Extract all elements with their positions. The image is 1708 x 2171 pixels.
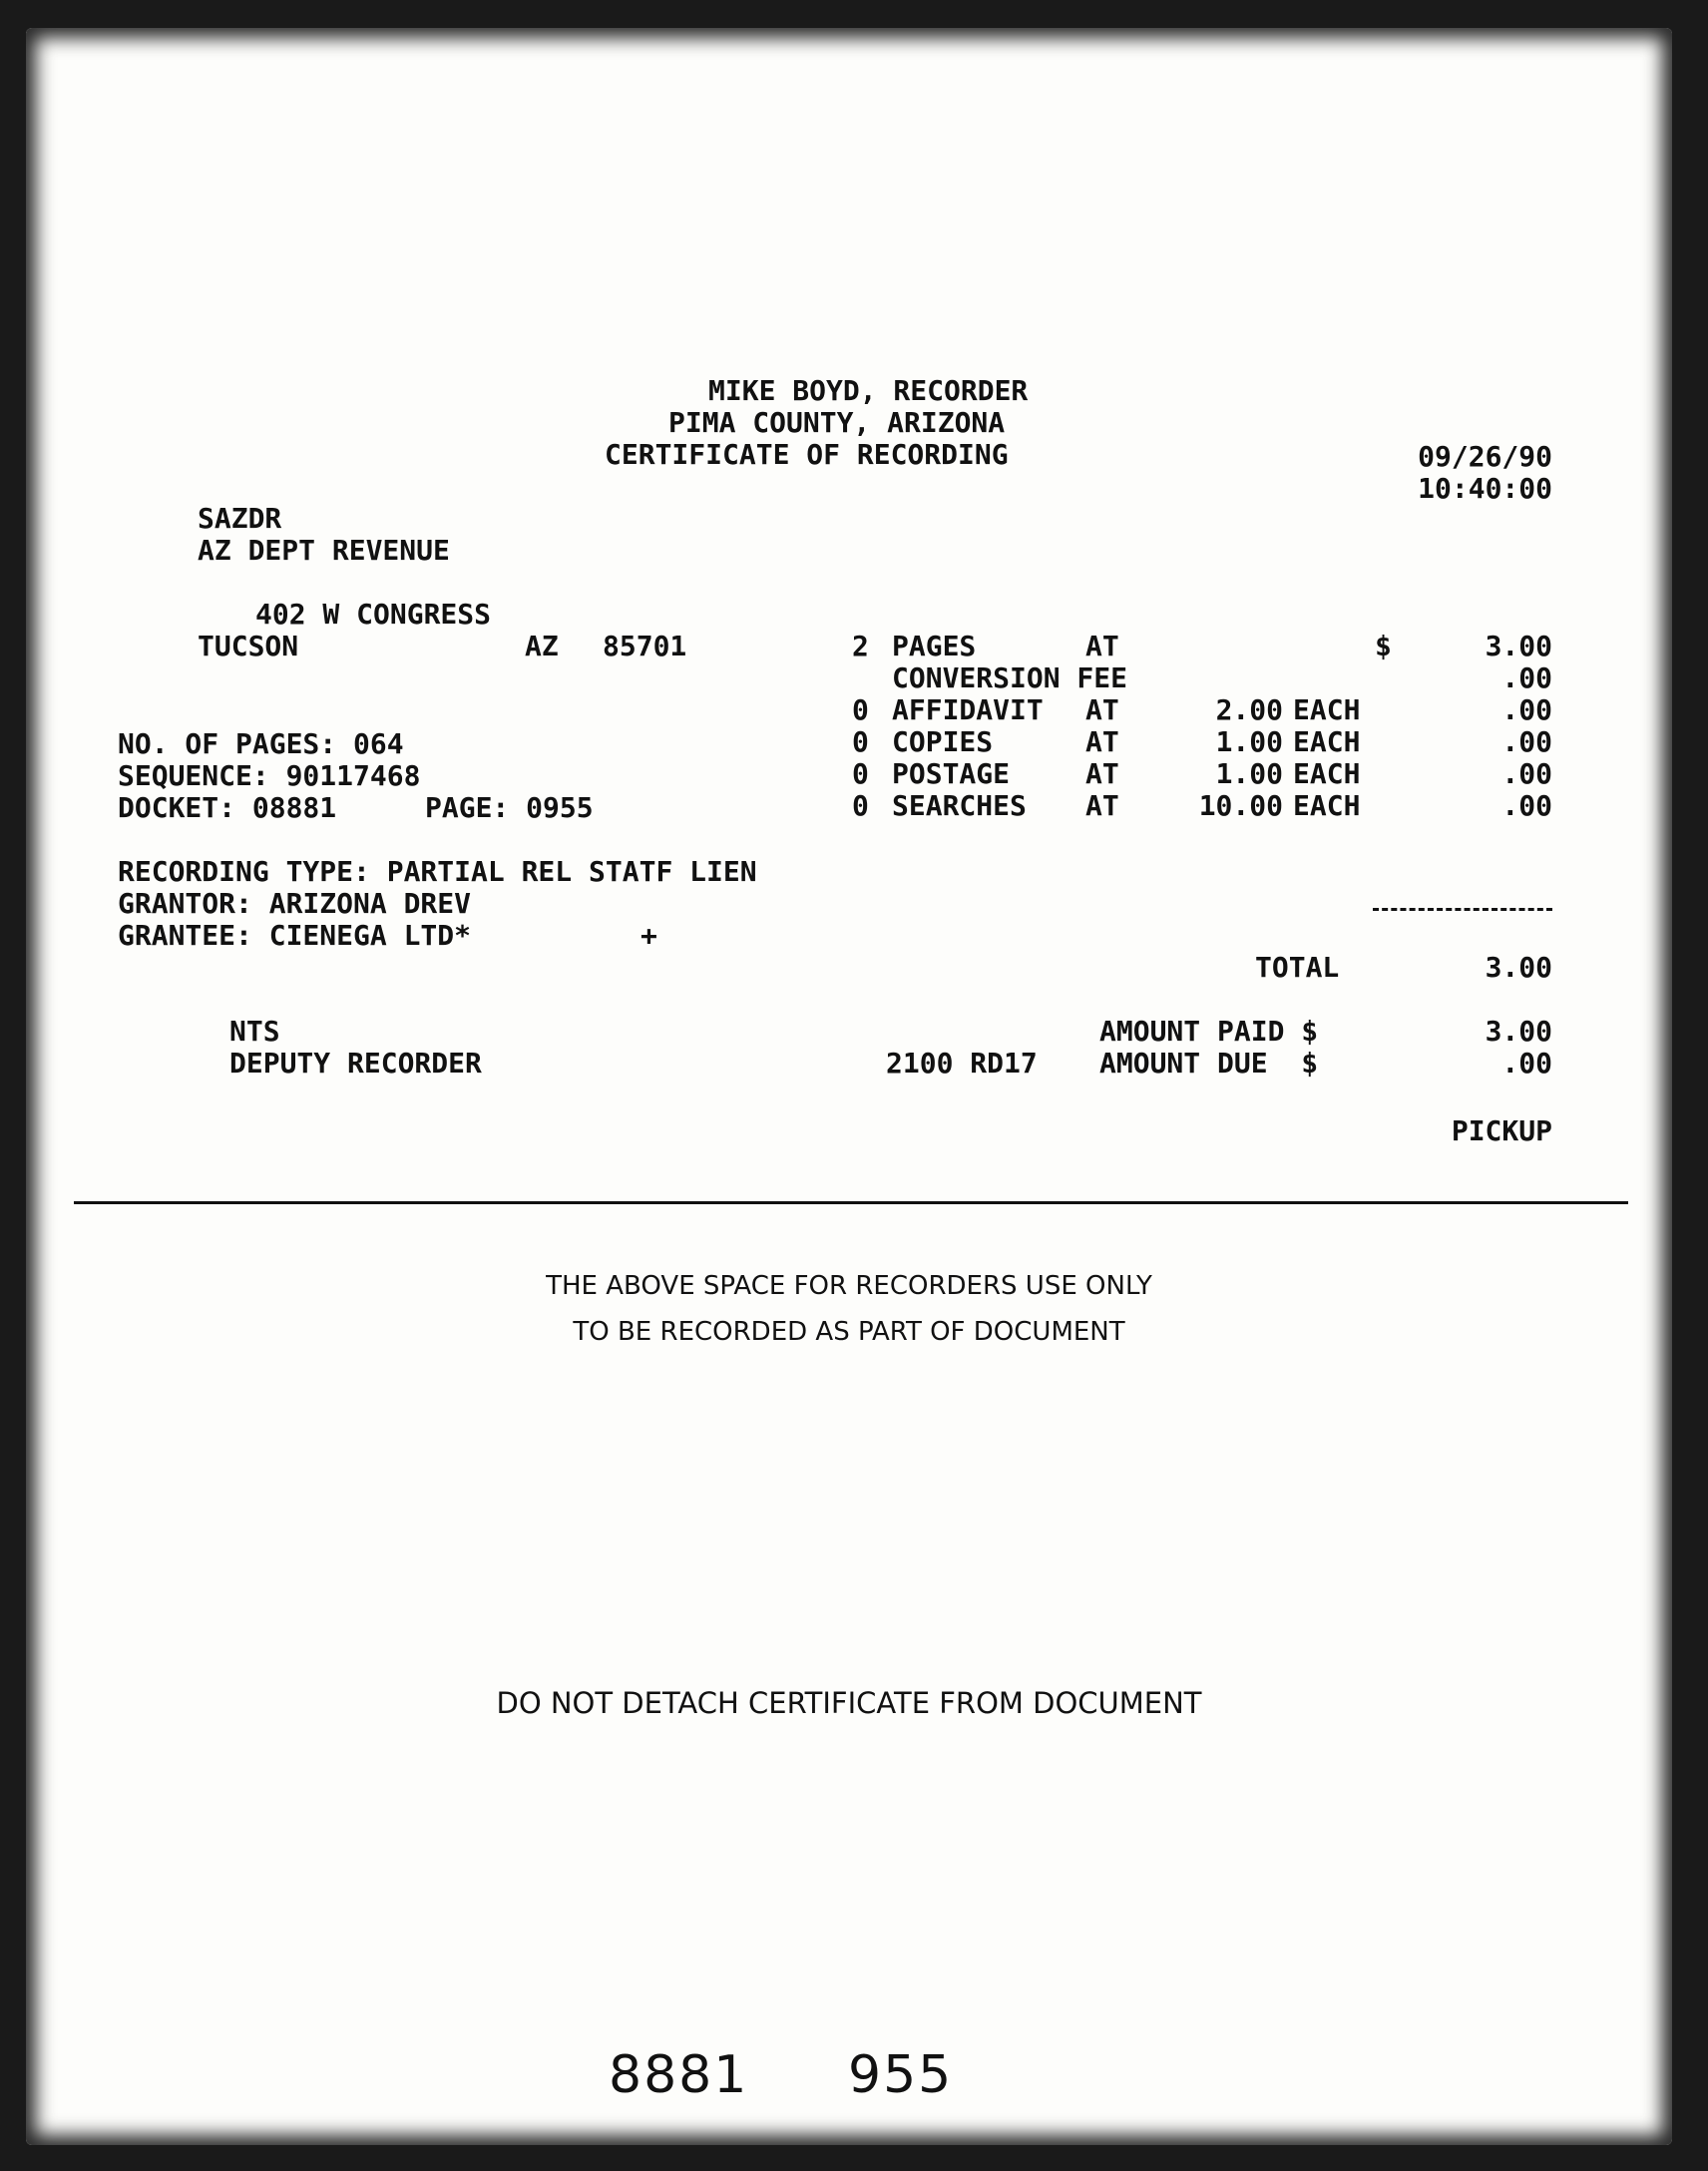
fee-each: EACH	[1293, 757, 1361, 790]
fee-item: AFFIDAVIT	[892, 693, 1044, 726]
fee-item: CONVERSION FEE	[892, 661, 1128, 694]
fee-qty: 0	[852, 725, 869, 758]
deputy-recorder: DEPUTY RECORDER	[229, 1047, 482, 1080]
fee-item: COPIES	[892, 725, 994, 758]
fee-amount: 3.00	[1485, 630, 1552, 662]
fee-rate: 10.00	[1198, 789, 1283, 822]
fee-item: SEARCHES	[892, 789, 1027, 822]
plus-mark: +	[640, 919, 657, 952]
fee-amount: .00	[1501, 725, 1552, 758]
notice-part-of-document: TO BE RECORDED AS PART OF DOCUMENT	[573, 1317, 1125, 1347]
fee-qty: 2	[852, 630, 869, 662]
fee-each: EACH	[1293, 789, 1361, 822]
amount-due-label: AMOUNT DUE $	[1099, 1047, 1319, 1080]
fee-each: EACH	[1293, 725, 1361, 758]
amount-due: .00	[1501, 1047, 1552, 1080]
fee-rate: 1.00	[1215, 757, 1283, 790]
grantee: GRANTEE: CIENEGA LTD*	[118, 919, 472, 952]
fee-qty: 0	[852, 757, 869, 790]
fee-amount: .00	[1501, 789, 1552, 822]
notice-do-not-detach: DO NOT DETACH CERTIFICATE FROM DOCUMENT	[496, 1686, 1202, 1720]
certificate-title: CERTIFICATE OF RECORDING	[605, 438, 1009, 471]
sequence: SEQUENCE: 90117468	[118, 759, 421, 792]
certificate-page	[26, 28, 1672, 2145]
account-name: AZ DEPT REVENUE	[198, 534, 450, 567]
fee-rate: 2.00	[1215, 693, 1283, 726]
recorder-name: MIKE BOYD, RECORDER	[708, 374, 1029, 407]
total-label: TOTAL	[1255, 951, 1340, 984]
docket: DOCKET: 08881	[118, 791, 337, 824]
clerk-initials: NTS	[229, 1015, 280, 1048]
fee-at: AT	[1085, 757, 1119, 790]
fee-qty: 0	[852, 693, 869, 726]
divider-line	[74, 1201, 1628, 1204]
fee-item: POSTAGE	[892, 757, 1011, 790]
recording-type: RECORDING TYPE: PARTIAL REL STATF LIEN	[118, 855, 757, 888]
fee-at: AT	[1085, 693, 1119, 726]
state: AZ	[525, 630, 559, 662]
fee-item: PAGES	[892, 630, 977, 662]
record-time: 10:40:00	[1418, 472, 1552, 505]
fee-rate: 1.00	[1215, 725, 1283, 758]
record-date: 09/26/90	[1418, 440, 1552, 473]
fee-at: AT	[1085, 725, 1119, 758]
stamp-docket-number: 8881	[609, 2045, 749, 2105]
total-rule	[1373, 908, 1552, 913]
notice-recorders-use: THE ABOVE SPACE FOR RECORDERS USE ONLY	[546, 1271, 1152, 1301]
account-code: SAZDR	[198, 502, 282, 535]
stamp-page-number: 955	[848, 2045, 954, 2105]
dollar-sign: $	[1375, 630, 1392, 662]
fee-at: AT	[1085, 630, 1119, 662]
no-of-pages: NO. OF PAGES: 064	[118, 727, 404, 760]
fee-amount: .00	[1501, 693, 1552, 726]
fee-qty: 0	[852, 789, 869, 822]
station-code: 2100 RD17	[886, 1047, 1038, 1080]
amount-paid: 3.00	[1485, 1015, 1552, 1048]
grantor: GRANTOR: ARIZONA DREV	[118, 887, 472, 920]
fee-at: AT	[1085, 789, 1119, 822]
street-address: 402 W CONGRESS	[255, 598, 492, 631]
total-amount: 3.00	[1485, 951, 1552, 984]
amount-paid-label: AMOUNT PAID $	[1099, 1015, 1319, 1048]
fee-amount: .00	[1501, 661, 1552, 694]
pickup-label: PICKUP	[1451, 1114, 1552, 1147]
zip: 85701	[603, 630, 687, 662]
county-name: PIMA COUNTY, ARIZONA	[668, 406, 1006, 439]
fee-amount: .00	[1501, 757, 1552, 790]
fee-each: EACH	[1293, 693, 1361, 726]
city: TUCSON	[198, 630, 299, 662]
docket-page: PAGE: 0955	[425, 791, 594, 824]
